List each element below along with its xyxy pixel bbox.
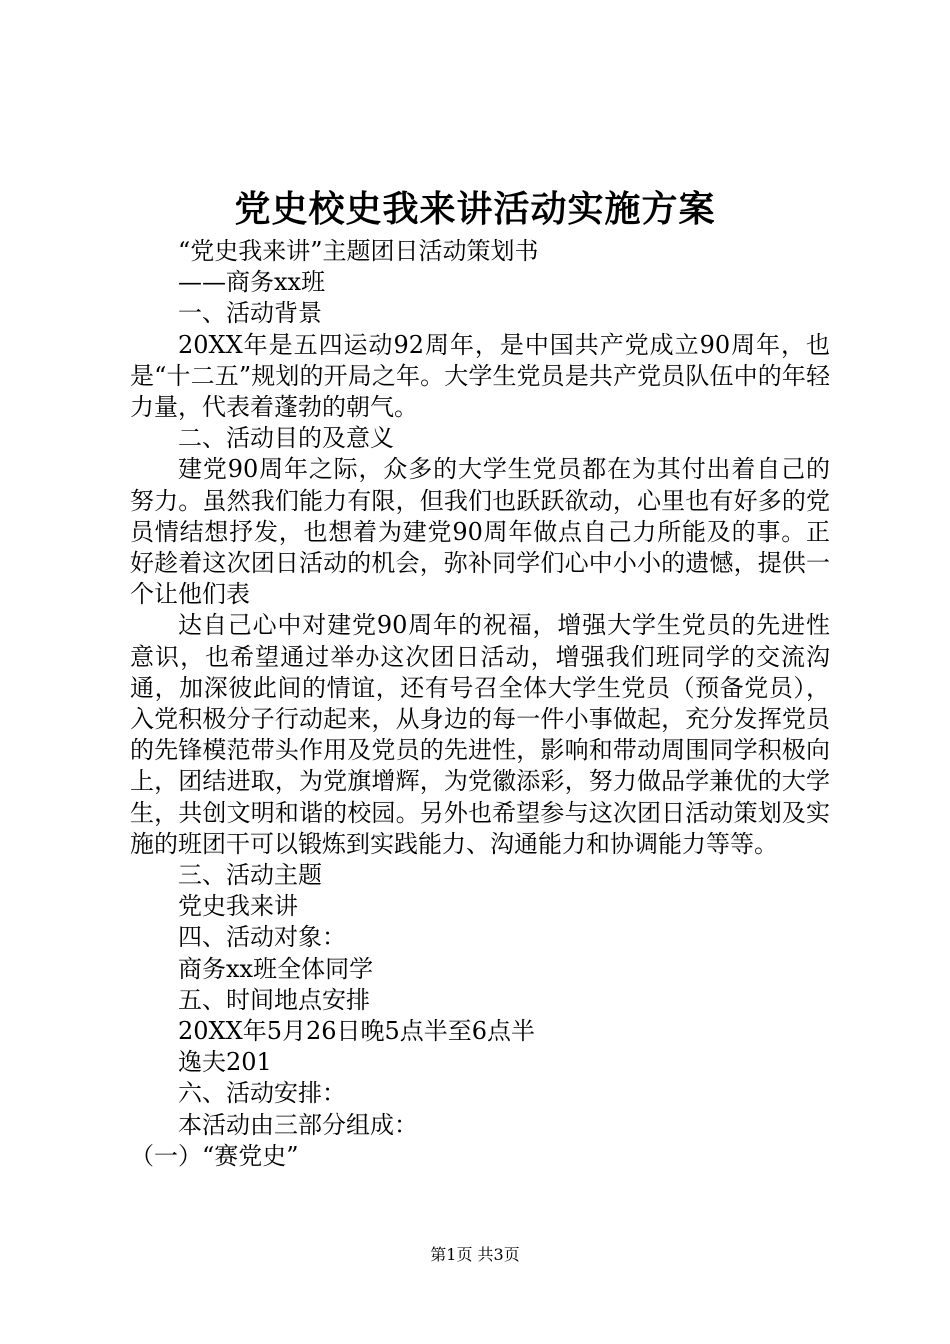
heading-arrangement: 六、活动安排： — [178, 1079, 346, 1108]
document-title: 党史校史我来讲活动实施方案 — [234, 188, 716, 230]
page-number: 第1页 共3页 — [430, 1245, 520, 1264]
paragraph-part-one: （一）“赛党史” — [130, 1141, 299, 1170]
heading-time-place: 五、时间地点安排 — [178, 985, 370, 1014]
paragraph-audience: 商务xx班全体同学 — [178, 954, 374, 983]
heading-audience: 四、活动对象： — [178, 923, 346, 952]
document-body — [130, 236, 830, 1172]
paragraph-purpose-1: 建党90周年之际，众多的大学生党员都在为其付出着自己的努力。虽然我们能力有限，但我们也跃跃欲动，心里也有好多的党员情结想抒发，也想着为建党90周年做点自己力所能及的事。正好趁着这次团日活动的机会，弥补同学们心中小小的遗憾，提供一个让他们表 — [130, 455, 830, 609]
heading-purpose: 二、活动目的及意义 — [178, 424, 394, 453]
heading-theme: 三、活动主题 — [178, 861, 322, 890]
paragraph-subtitle: “党史我来讲”主题团日活动策划书 — [178, 237, 539, 265]
paragraph-place: 逸夫201 — [178, 1048, 272, 1077]
paragraph-background: 20XX年是五四运动92周年，是中国共产党成立90周年，也是“十二五”规划的开局之年。大学生党员是共产党员队伍中的年轻力量，代表着蓬勃的朝气。 — [130, 330, 830, 422]
paragraph-class: ——商务xx班 — [178, 268, 326, 297]
paragraph-purpose-2: 达自己心中对建党90周年的祝福，增强大学生党员的先进性意识，也希望通过举办这次团日活动，增强我们班同学的交流沟通，加深彼此间的情谊，还有号召全体大学生党员（预备党员），入党积极分子行动起来，从身边的每一件小事做起，充分发挥党员的先锋模范带头作用及党员的先进性，影响和带动周围同学积极向上，团结进取，为党旗增辉，为党徽添彩，努力做品学兼优的大学生，共创文明和谐的校园。另外也希望参与这次团日活动策划及实施的班团干可以锻炼到实践能力、沟通能力和协调能力等等。 — [130, 611, 830, 858]
paragraph-theme: 党史我来讲 — [178, 892, 298, 921]
paragraph-arrangement: 本活动由三部分组成： — [178, 1110, 418, 1139]
paragraph-time: 20XX年5月26日晚5点半至6点半 — [178, 1017, 536, 1046]
heading-background: 一、活动背景 — [178, 299, 322, 328]
